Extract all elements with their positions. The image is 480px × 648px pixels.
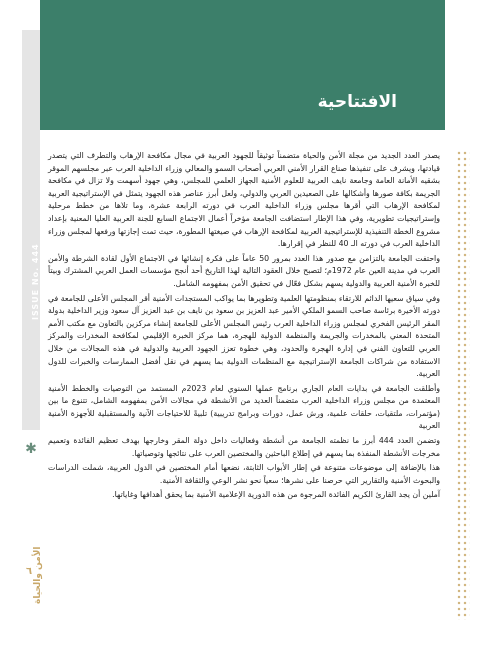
paragraph-1: يصدر العدد الجديد من مجلة الأمن والحياة متضمناً توثيقاً للجهود العربية في مجال مكافحة الإرهاب والتطرف التي يتصدر قيادتها، ويشرف على تنفيذها صناع القرار الأمني العربي أصحاب السمو والمعالي وزراء الداخلية العرب عبر مجلسهم الموقر بشقيه الأمانة العامة وجامعة نايف العربية للعلوم الأمنية الجهاز العلمي للمجلس، وهي جهود أسهمت ولا تزال في مكافحة الجريمة بكافة صورها وأشكالها على الصعيدين العربي والدولي، ولعل أبرز عناصر هذه الجهود يتمثل في الإستراتيجية العربية لمكافحة الإرهاب التي أقرها مجلس وزراء الداخلية العرب في دورته الرابعة عشرة، وما تلاها من خطط مرحلية وإستراتيجيات تطويرية، وفي هذا الإطار استضافت الجامعة مؤخراً أعمال الاجتماع السابع للجنة العربية العليا المعنية بإعداد مشروع الخطة التنفيذية للإستراتيجية العربية لمكافحة الإرهاب في صيغتها المطورة، حيث تمت إجازتها ورفعها لمجلس وزراء الداخلية العرب في دورته الـ 40 للنظر في إقرارها. — [48, 151, 440, 249]
editorial-body — [48, 150, 440, 504]
side-strip — [22, 30, 40, 430]
issue-label: ISSUE No. 444 — [31, 243, 40, 320]
dotted-decoration — [456, 150, 470, 620]
page-number: ٦ — [26, 566, 33, 577]
paragraph-3: وفي سياق سعيها الدائم للارتقاء بمنظومتها العلمية وتطويرها بما يواكب المستجدات الأمنية أقر المجلس الأعلى للجامعة في دورته الأخيرة برئاسة صاحب السمو الملكي الأمير عبد العزيز بن سعود بن نايف بن عبد العزيز آل سعود وزير الداخلية بدولة المقر الرئيس الفخري لمجلس وزراء الداخلية العرب رئيس المجلس الأعلى للجامعة إنشاء مركزين بالتعاون مع مكتب الأمم المتحدة المعني بالمخدرات والجريمة والمنظمة الدولية للهجرة، هما مركز الخبرة الإقليمي لمكافحة المخدرات والمركز العربي للتعاون الفني في إدارة الهجرة والحدود، وهي خطوة تعزز الجهود العربية والدولية في هذه المجالات من خلال الاستفادة من شراكات الجامعة الإستراتيجية مع المنظمات الدولية بما يسهم في نقل أفضل الممارسات والخبرات للدول العربية. — [48, 293, 440, 379]
title-banner — [40, 0, 445, 130]
paragraph-6: هذا بالإضافة إلى موضوعات متنوعة في إطار الأبواب الثابتة، نضعها أمام المختصين في الدول العربية، شملت الدراسات والبحوث الأمنية والتقارير التي حرصنا على نشرها؛ سعياً نحو نشر الوعي والثقافة الأمنية. — [48, 463, 440, 485]
paragraph-7: آملين أن يجد القارئ الكريم الفائدة المرجوة من هذه الدورية الإعلامية الأمنية بما يحقق أهدافها وغاياتها. — [112, 490, 440, 500]
paragraph-4: وأطلقت الجامعة في بدايات العام الجاري برنامج عملها السنوي لعام 2023م المستمد من التوصيات والخطط الأمنية المعتمدة من مجلس وزراء الداخلية العرب متضمناً العديد من الأنشطة في مجالات الأمن بمفهومه الشامل، تتنوع ما بين (مؤتمرات، ملتقيات، حلقات علمية، ورش عمل، دورات وبرامج تدريبية) تلبيةً للاحتياجات الآنية والمستقبلية للأجهزة الأمنية العربية — [48, 383, 441, 431]
magazine-name: الأمن والحياة — [33, 546, 43, 604]
paragraph-2: واحتفت الجامعة بالتزامن مع صدور هذا العدد بمرور 50 عاماً على فكرة إنشائها في الاجتماع الأول لقادة الشرطة والأمن العرب في مدينة العين عام 1972م؛ لتصبح خلال العقود التالية لهذا التاريخ أحد أنجح مؤسسات العمل العربي المشترك وبيتاً للخبرة الأمنية العربية والدولية يسهم بشكل فعّال في تحقيق الأمن بمفهومه الشامل. — [48, 253, 441, 288]
paragraph-5: وتضمن العدد 444 أبرز ما نظمته الجامعة من أنشطة وفعاليات داخل دولة المقر وخارجها بهدف تعظيم الفائدة وتعميم مخرجات الأنشطة المنفذة بما يسهم في إطلاع الباحثين والمختصين العرب على نتائجها وتوصياتها. — [48, 436, 440, 458]
ornament-icon: ✱ — [25, 441, 37, 457]
page-title: الافتتاحية — [317, 92, 397, 112]
